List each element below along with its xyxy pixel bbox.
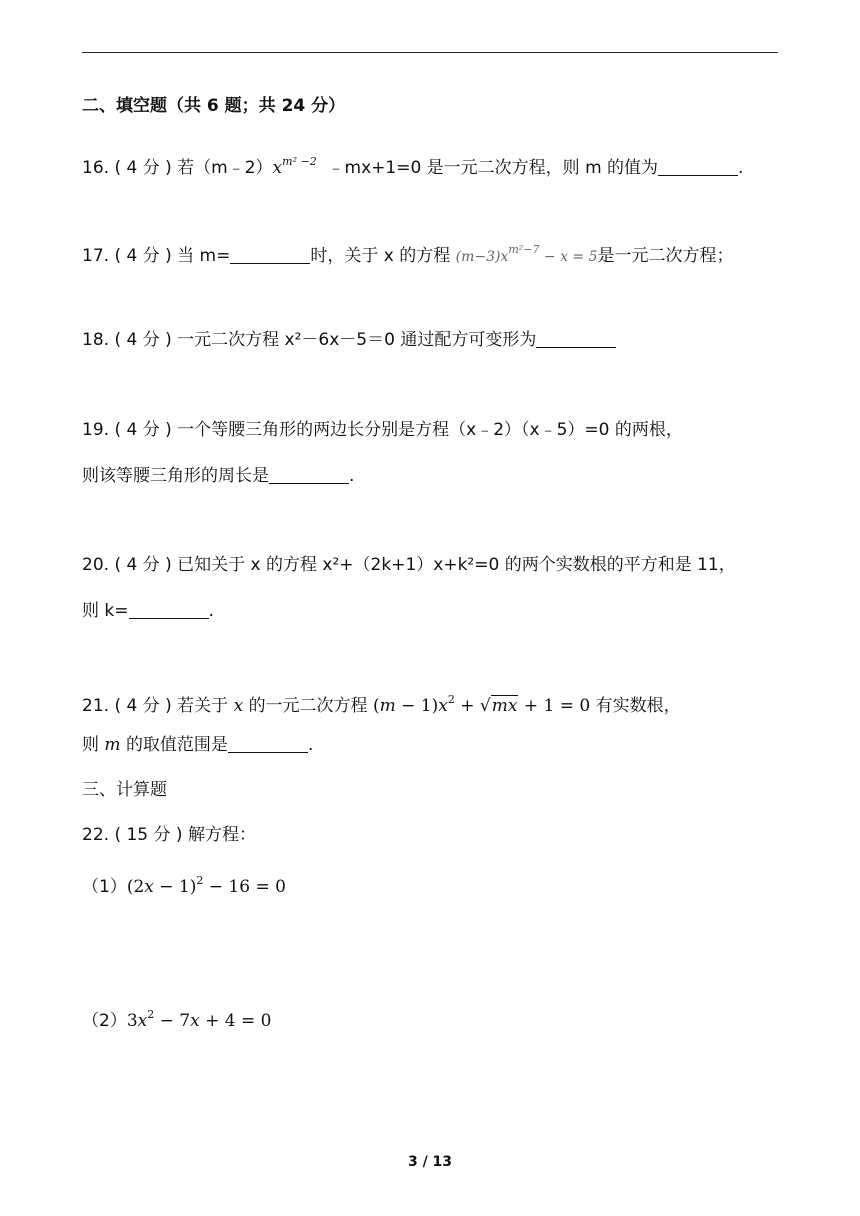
question-text: 一元二次方程 x²－6x－5＝0 通过配方可变形为 (177, 330, 537, 350)
question-text: 的一元二次方程 (248, 696, 368, 716)
question-text: 则该等腰三角形的周长是 (82, 466, 269, 486)
question-number: 18. (82, 330, 110, 350)
math-equation: $(2x - 1)^2 - 16 = 0$ (126, 874, 286, 897)
question-number: 17. (82, 246, 110, 266)
question-number: 19. (82, 420, 110, 440)
question-text: 若（m﹣2） (177, 158, 273, 178)
question-number: 22. (82, 825, 110, 845)
question-text: 一个等腰三角形的两边长分别是方程（x﹣2）（x﹣5）=0 的两根， (177, 420, 683, 440)
header-rule (82, 52, 778, 53)
question-number: 21. (82, 696, 110, 716)
question-text: 是一元二次方程； (597, 246, 734, 266)
question-21 (82, 688, 681, 718)
question-19 (82, 418, 683, 442)
question-text: 解方程： (187, 825, 256, 845)
question-score: ( 4 分 ) (114, 330, 172, 350)
answer-blank[interactable] (269, 465, 349, 484)
question-score: ( 4 分 ) (114, 696, 172, 716)
section-heading-calc: 三、计算题 (82, 780, 167, 800)
question-text: 时，关于 x 的方程 (310, 246, 451, 266)
question-22-part1: $(1)(2x - 1)^2 - 16 = 0$ (82, 874, 286, 897)
section-heading-fill-in: 二、填空题（共 6 题；共 24 分） (82, 96, 346, 116)
question-text: ﹣mx+1=0 是一元二次方程，则 m 的值为 (327, 158, 659, 178)
question-text: 的取值范围是 (125, 735, 228, 755)
answer-blank[interactable] (536, 329, 616, 348)
answer-blank[interactable] (129, 600, 209, 619)
question-18 (82, 328, 616, 352)
question-22 (82, 823, 256, 847)
question-number: 16. (82, 158, 110, 178)
math-x-power: $x^{m^2 -2}$ (272, 155, 317, 178)
question-17 (82, 238, 734, 269)
page-number: 3 / 13 (407, 1154, 453, 1170)
math-var-x: x (233, 696, 244, 716)
equation-image: $(m-3)x^{m^2-7} - x = 5$ (455, 243, 598, 265)
question-20-line2: 则 k= . (82, 601, 214, 621)
question-score: ( 15 分 ) (114, 825, 183, 845)
math-var-m: m (104, 735, 121, 755)
question-score: ( 4 分 ) (114, 555, 172, 575)
question-21-line2: 则 m 的取值范围是 . (82, 735, 314, 755)
question-16: 16. ( 4 分 ) 若$(m﹣2)x^{m^2 -2}$ ﹣mx+1=0 是一元二次方程，则 m 的值为 . (82, 155, 744, 178)
answer-blank[interactable] (230, 245, 310, 264)
question-number: 20. (82, 555, 110, 575)
question-score: ( 4 分 ) (114, 246, 172, 266)
math-equation: $3x^2 - 7x + 4 = 0$ (126, 1008, 272, 1031)
question-score: ( 4 分 ) (114, 420, 172, 440)
question-text: 有实数根， (595, 696, 681, 716)
question-22-part2: $(2)3x^2 - 7x + 4 = 0$ (82, 1008, 272, 1031)
answer-blank[interactable] (228, 734, 308, 753)
question-text: 则 k= (82, 601, 129, 621)
question-19-line2: 则该等腰三角形的周长是 . (82, 466, 355, 486)
question-score: ( 4 分 ) (114, 158, 172, 178)
question-text: 已知关于 x 的方程 x²+（2k+1）x+k²=0 的两个实数根的平方和是 11， (177, 555, 736, 575)
question-text: 当 m= (177, 246, 231, 266)
math-equation: $(m - 1)x^2 + √mx + 1 = 0$ (372, 693, 591, 716)
question-text: 若关于 (177, 696, 229, 716)
question-20 (82, 553, 736, 577)
answer-blank[interactable] (658, 157, 738, 176)
